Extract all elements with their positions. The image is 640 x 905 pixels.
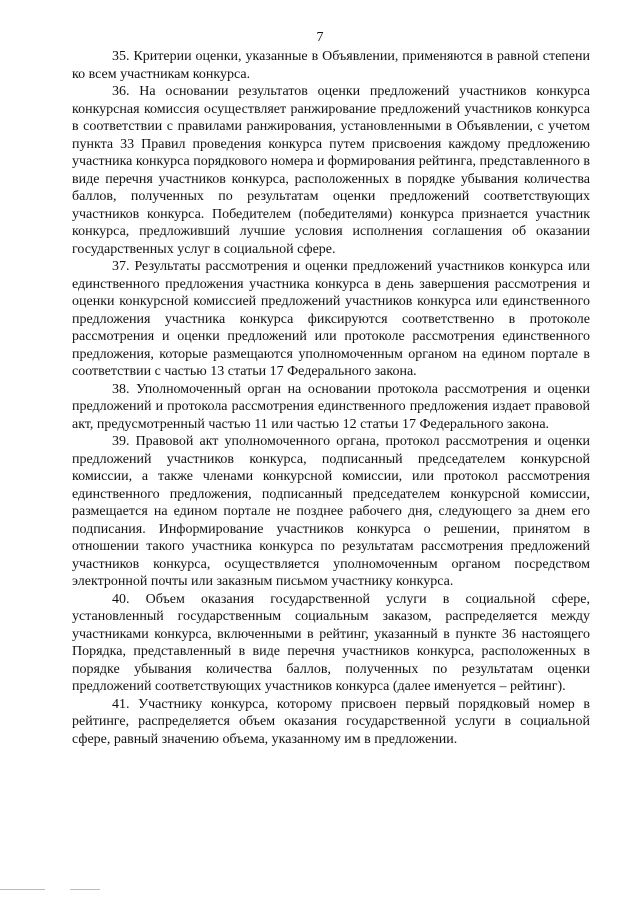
document-body xyxy=(72,48,590,748)
scan-artifact-line xyxy=(70,889,100,890)
paragraph-40: 40. Объем оказания государственной услуги в социальной сфере, установленный государственным социальным заказом, распределяется между участниками конкурса, включенными в рейтинг, указанный в пункте 36 настоящего Порядка, представленный в виде перечня участников конкурса, расположенных в порядке убывания количества баллов, полученных по результатам оценки предложений соответствующих участников конкурса (далее именуется – рейтинг). xyxy=(72,591,590,694)
paragraph-39: 39. Правовой акт уполномоченного органа, протокол рассмотрения и оценки предложений участников конкурса, подписанный председателем конкурсной комиссии, а также членами конкурсной комиссии, или протокол рассмотрения единственного предложения, подписанный председателем конкурсной комиссии, размещается на едином портале не позднее рабочего дня, следующего за днем его подписания. Информирование участников конкурса о решении, принятом в отношении такого участника конкурса по результатам рассмотрения предложений участников конкурса, осуществляется уполномоченным органом посредством электронной почты или заказным письмом участнику конкурса. xyxy=(72,434,590,589)
paragraph-35: 35. Критерии оценки, указанные в Объявлении, применяются в равной степени ко всем участникам конкурса. xyxy=(72,49,590,82)
paragraph-36: 36. На основании результатов оценки предложений участников конкурса конкурсная комиссия осуществляет ранжирование предложений участников конкурса в соответствии с правилами ранжирования, установленными в Объявлении, с учетом пункта 33 Правил проведения конкурса путем присвоения каждому предложению участника конкурса порядкового номера и формирования рейтинга, представленного в виде перечня участников конкурса, расположенных в порядке убывания количества баллов, полученных по результатам оценки предложений соответствующих участников конкурса. Победителем (победителями) конкурса признается участник конкурса, предложивший лучшие условия исполнения соглашения об оказании государственных услуг в социальной сфере. xyxy=(72,84,590,257)
paragraph-41: 41. Участнику конкурса, которому присвоен первый порядковый номер в рейтинге, распределяется объем оказания государственной услуги в социальной сфере, равный значению объема, указанному им в предложении. xyxy=(72,696,590,747)
paragraph-38: 38. Уполномоченный орган на основании протокола рассмотрения и оценки предложений и протокола рассмотрения единственного предложения издает правовой акт, предусмотренный частью 11 или частью 12 статьи 17 Федерального закона. xyxy=(72,381,590,432)
paragraph-37: 37. Результаты рассмотрения и оценки предложений участников конкурса или единственного предложения участника конкурса в день завершения рассмотрения и оценки конкурсной комиссией предложений участников конкурса или единственного предложения участника конкурса фиксируются соответственно в протоколе рассмотрения и оценки предложений или протоколе рассмотрения единственного предложения, которые размещаются уполномоченным органом на едином портале в соответствии с частью 13 статьи 17 Федерального закона. xyxy=(72,259,590,379)
scan-artifact-line xyxy=(0,889,45,890)
page-number: 7 xyxy=(316,30,324,45)
